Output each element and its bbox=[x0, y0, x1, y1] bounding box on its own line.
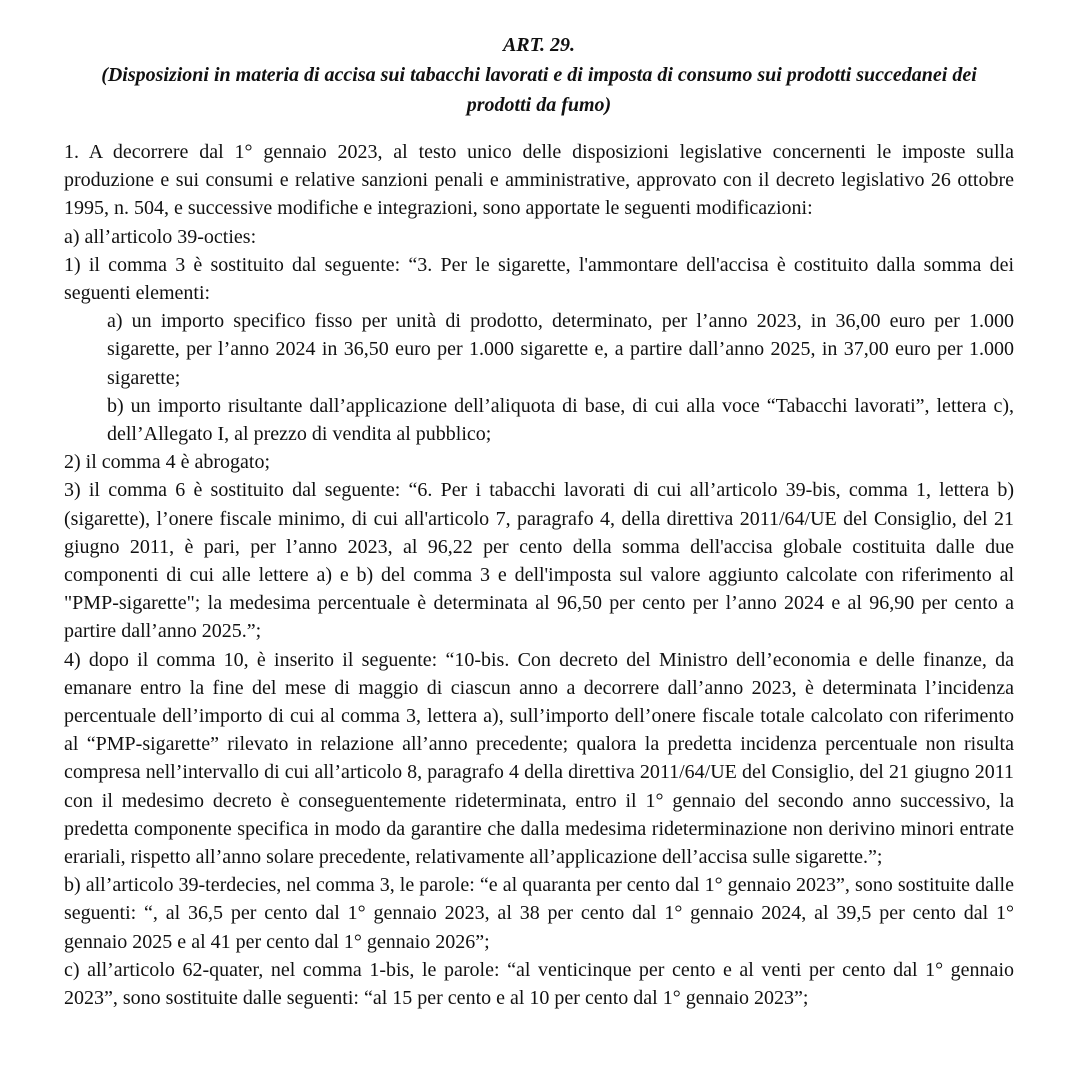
article-header bbox=[64, 30, 1014, 120]
item-a-2: 2) il comma 4 è abrogato; bbox=[64, 451, 271, 474]
item-a-4: 4) dopo il comma 10, è inserito il seguente: “10-bis. Con decreto del Ministro dell’economia e delle finanze, da emanare entro la fine del mese di maggio di ciascun anno a decorrere dall’anno 2023, è determinata l’incidenza percentuale dell’importo di cui al comma 3, lettera a), sull’importo dell’onere fiscale totale calcolato con riferimento al “PMP-sigarette” rilevato in relazione all’anno precedente; qualora la predetta incidenza percentuale non risulta compresa nell’intervallo di cui all’articolo 8, paragrafo 4 della direttiva 2011/64/UE del Consiglio, del 21 giugno 2011 con il medesimo decreto è conseguentemente rideterminata, entro il 1° gennaio del secondo anno successivo, la predetta componente specifica in modo da garantire che dalla medesima rideterminazione non derivino minori entrate erariali, rispetto all’anno solare precedente, relativamente all’applicazione dell’accisa sulle sigarette.”; bbox=[64, 648, 1014, 869]
article-number: ART. 29. bbox=[502, 34, 576, 56]
subitem-b: b) un importo risultante dall’applicazione dell’aliquota di base, di cui alla voce “Tabacchi lavorati”, lettera c), dell’Allegato I, al prezzo di vendita al pubblico; bbox=[107, 394, 1014, 446]
item-c: c) all’articolo 62-quater, nel comma 1-bis, le parole: “al venticinque per cento e al venti per cento dal 1° gennaio 2023”, sono sostituite dalle seguenti: “al 15 per cento e al 10 per cento dal 1° gennaio 2023”; bbox=[64, 958, 1014, 1010]
item-a-1: 1) il comma 3 è sostituito dal seguente: “3. Per le sigarette, l'ammontare dell'accisa è costituito dalla somma dei seguenti elementi: bbox=[64, 253, 1014, 305]
item-a: a) all’articolo 39-octies: bbox=[64, 225, 257, 248]
item-a-3: 3) il comma 6 è sostituito dal seguente: “6. Per i tabacchi lavorati di cui all’articolo 39-bis, comma 1, lettera b) (sigarette), l’onere fiscale minimo, di cui all'articolo 7, paragrafo 4, della direttiva 2011/64/UE del Consiglio, del 21 giugno 2011, è pari, per l’anno 2023, al 96,22 per cento della somma dell'accisa globale costituita dalle due componenti di cui alle lettere a) e b) del comma 3 e dell'imposta sul valore aggiunto calcolate con riferimento al "PMP-sigarette"; la medesima percentuale è determinata al 96,50 per cento per l’anno 2024 e al 96,90 per cento a partire dall’anno 2025.”; bbox=[64, 479, 1014, 643]
article-subtitle-line-1: (Disposizioni in materia di accisa sui tabacchi lavorati e di imposta di consumo sui prodotti succedanei dei bbox=[101, 64, 977, 86]
item-b: b) all’articolo 39-terdecies, nel comma 3, le parole: “e al quaranta per cento dal 1° gennaio 2023”, sono sostituite dalle seguenti: “, al 36,5 per cento dal 1° gennaio 2023, al 38 per cento dal 1° gennaio 2024, al 39,5 per cento dal 1° gennaio 2025 e al 41 per cento dal 1° gennaio 2026”; bbox=[64, 874, 1014, 953]
article-subtitle-line-2: prodotti da fumo) bbox=[466, 94, 612, 116]
paragraph-1: 1. A decorrere dal 1° gennaio 2023, al testo unico delle disposizioni legislative concernenti le imposte sulla produzione e sui consumi e relative sanzioni penali e amministrative, approvato con il decreto legislativo 26 ottobre 1995, n. 504, e successive modifiche e integrazioni, sono apportate le seguenti modificazioni: bbox=[64, 141, 1014, 220]
article-body bbox=[64, 138, 1014, 1012]
subitem-a: a) un importo specifico fisso per unità di prodotto, determinato, per l’anno 2023, in 36,00 euro per 1.000 sigarette, per l’anno 2024 in 36,50 euro per 1.000 sigarette e, a partire dall’anno 2025, in 37,00 euro per 1.000 sigarette; bbox=[107, 310, 1014, 389]
